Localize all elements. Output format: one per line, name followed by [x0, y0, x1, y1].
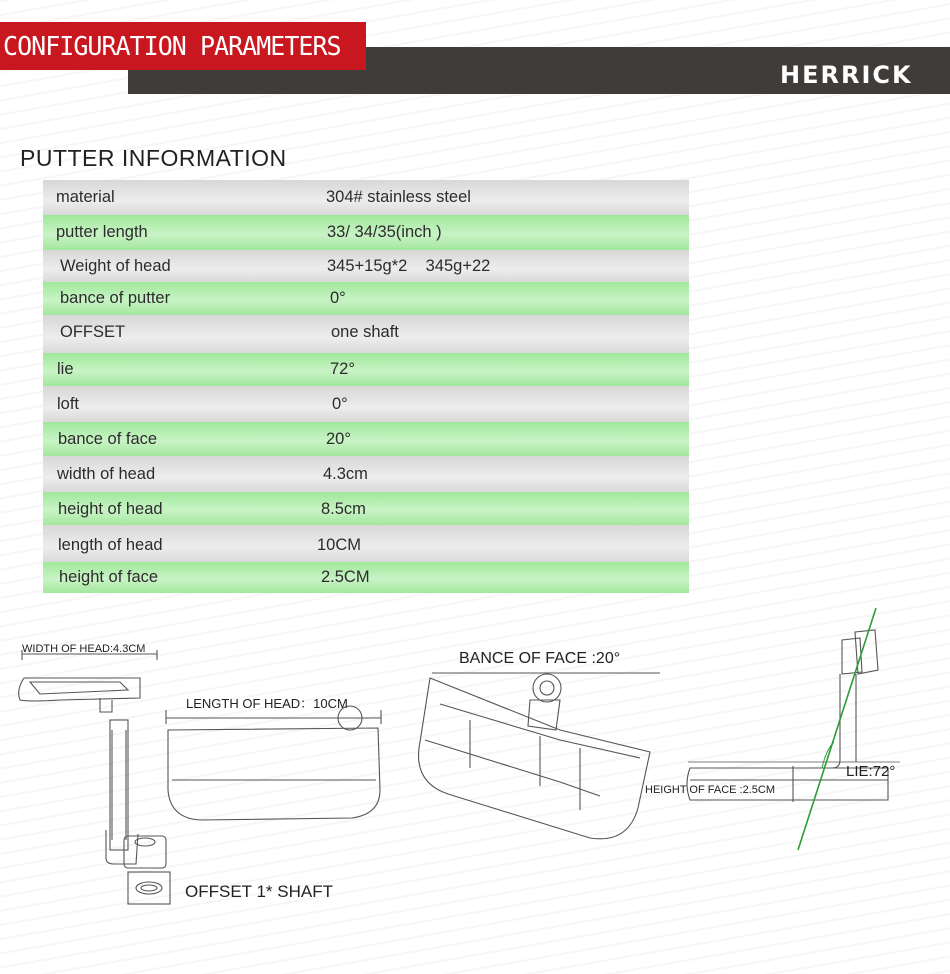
spec-row-height-of-face: [43, 562, 689, 593]
spec-row-offset: [43, 315, 689, 353]
spec-row-loft: [43, 386, 689, 422]
spec-label: lie: [57, 360, 74, 378]
top-view-drawing: [166, 706, 381, 820]
spec-value: 10CM: [317, 536, 362, 554]
spec-label: height of face: [59, 568, 159, 586]
length-of-head-label: LENGTH OF HEAD：10CM: [186, 696, 348, 711]
spec-value: 20°: [326, 430, 351, 448]
lie-label: LIE:72°: [846, 763, 896, 780]
page-title: CONFIGURATION PARAMETERS: [3, 32, 341, 62]
section-title: PUTTER INFORMATION: [20, 145, 287, 171]
perspective-view-drawing: [419, 673, 660, 839]
spec-label: length of head: [58, 536, 163, 554]
spec-value: 8.5cm: [321, 500, 366, 518]
spec-value: 33/ 34/35(inch ): [327, 223, 442, 241]
spec-row-width-of-head: [43, 456, 689, 492]
spec-label: height of head: [58, 500, 163, 518]
spec-value: 304# stainless steel: [326, 188, 471, 206]
offset-label: OFFSET 1* SHAFT: [185, 882, 333, 901]
lie-angle-line: [798, 608, 876, 850]
spec-value: 72°: [330, 360, 355, 378]
spec-label: putter length: [56, 223, 148, 241]
spec-row-bance-of-putter: [43, 282, 689, 315]
spec-value: 4.3cm: [323, 465, 368, 483]
brand-logo: HERRICK: [780, 61, 913, 89]
width-of-head-label: WIDTH OF HEAD:4.3CM: [22, 643, 146, 655]
spec-label: loft: [57, 395, 80, 413]
spec-value: 2.5CM: [321, 568, 370, 586]
spec-row-weight-of-head: [43, 250, 689, 282]
height-of-face-label: HEIGHT OF FACE :2.5CM: [645, 784, 775, 796]
spec-label: bance of putter: [60, 289, 171, 307]
spec-row-bance-of-face: [43, 422, 689, 456]
spec-value: 345+15g*2 345g+22: [327, 257, 491, 275]
spec-row-material: [43, 180, 689, 215]
spec-row-putter-length: [43, 215, 689, 250]
spec-value: 0°: [332, 395, 348, 413]
spec-table: [43, 180, 689, 593]
spec-label: OFFSET: [60, 323, 126, 341]
spec-row-height-of-head: [43, 492, 689, 525]
spec-label: width of head: [57, 465, 156, 483]
spec-label: Weight of head: [60, 257, 171, 275]
spec-row-length-of-head: [43, 525, 689, 562]
spec-label: material: [56, 188, 115, 206]
spec-row-lie: [43, 353, 689, 386]
side-view-drawing: [19, 650, 170, 904]
bance-of-face-label: BANCE OF FACE :20°: [459, 650, 621, 667]
spec-value: 0°: [330, 289, 346, 307]
spec-value: one shaft: [331, 323, 399, 341]
spec-label: bance of face: [58, 430, 158, 448]
